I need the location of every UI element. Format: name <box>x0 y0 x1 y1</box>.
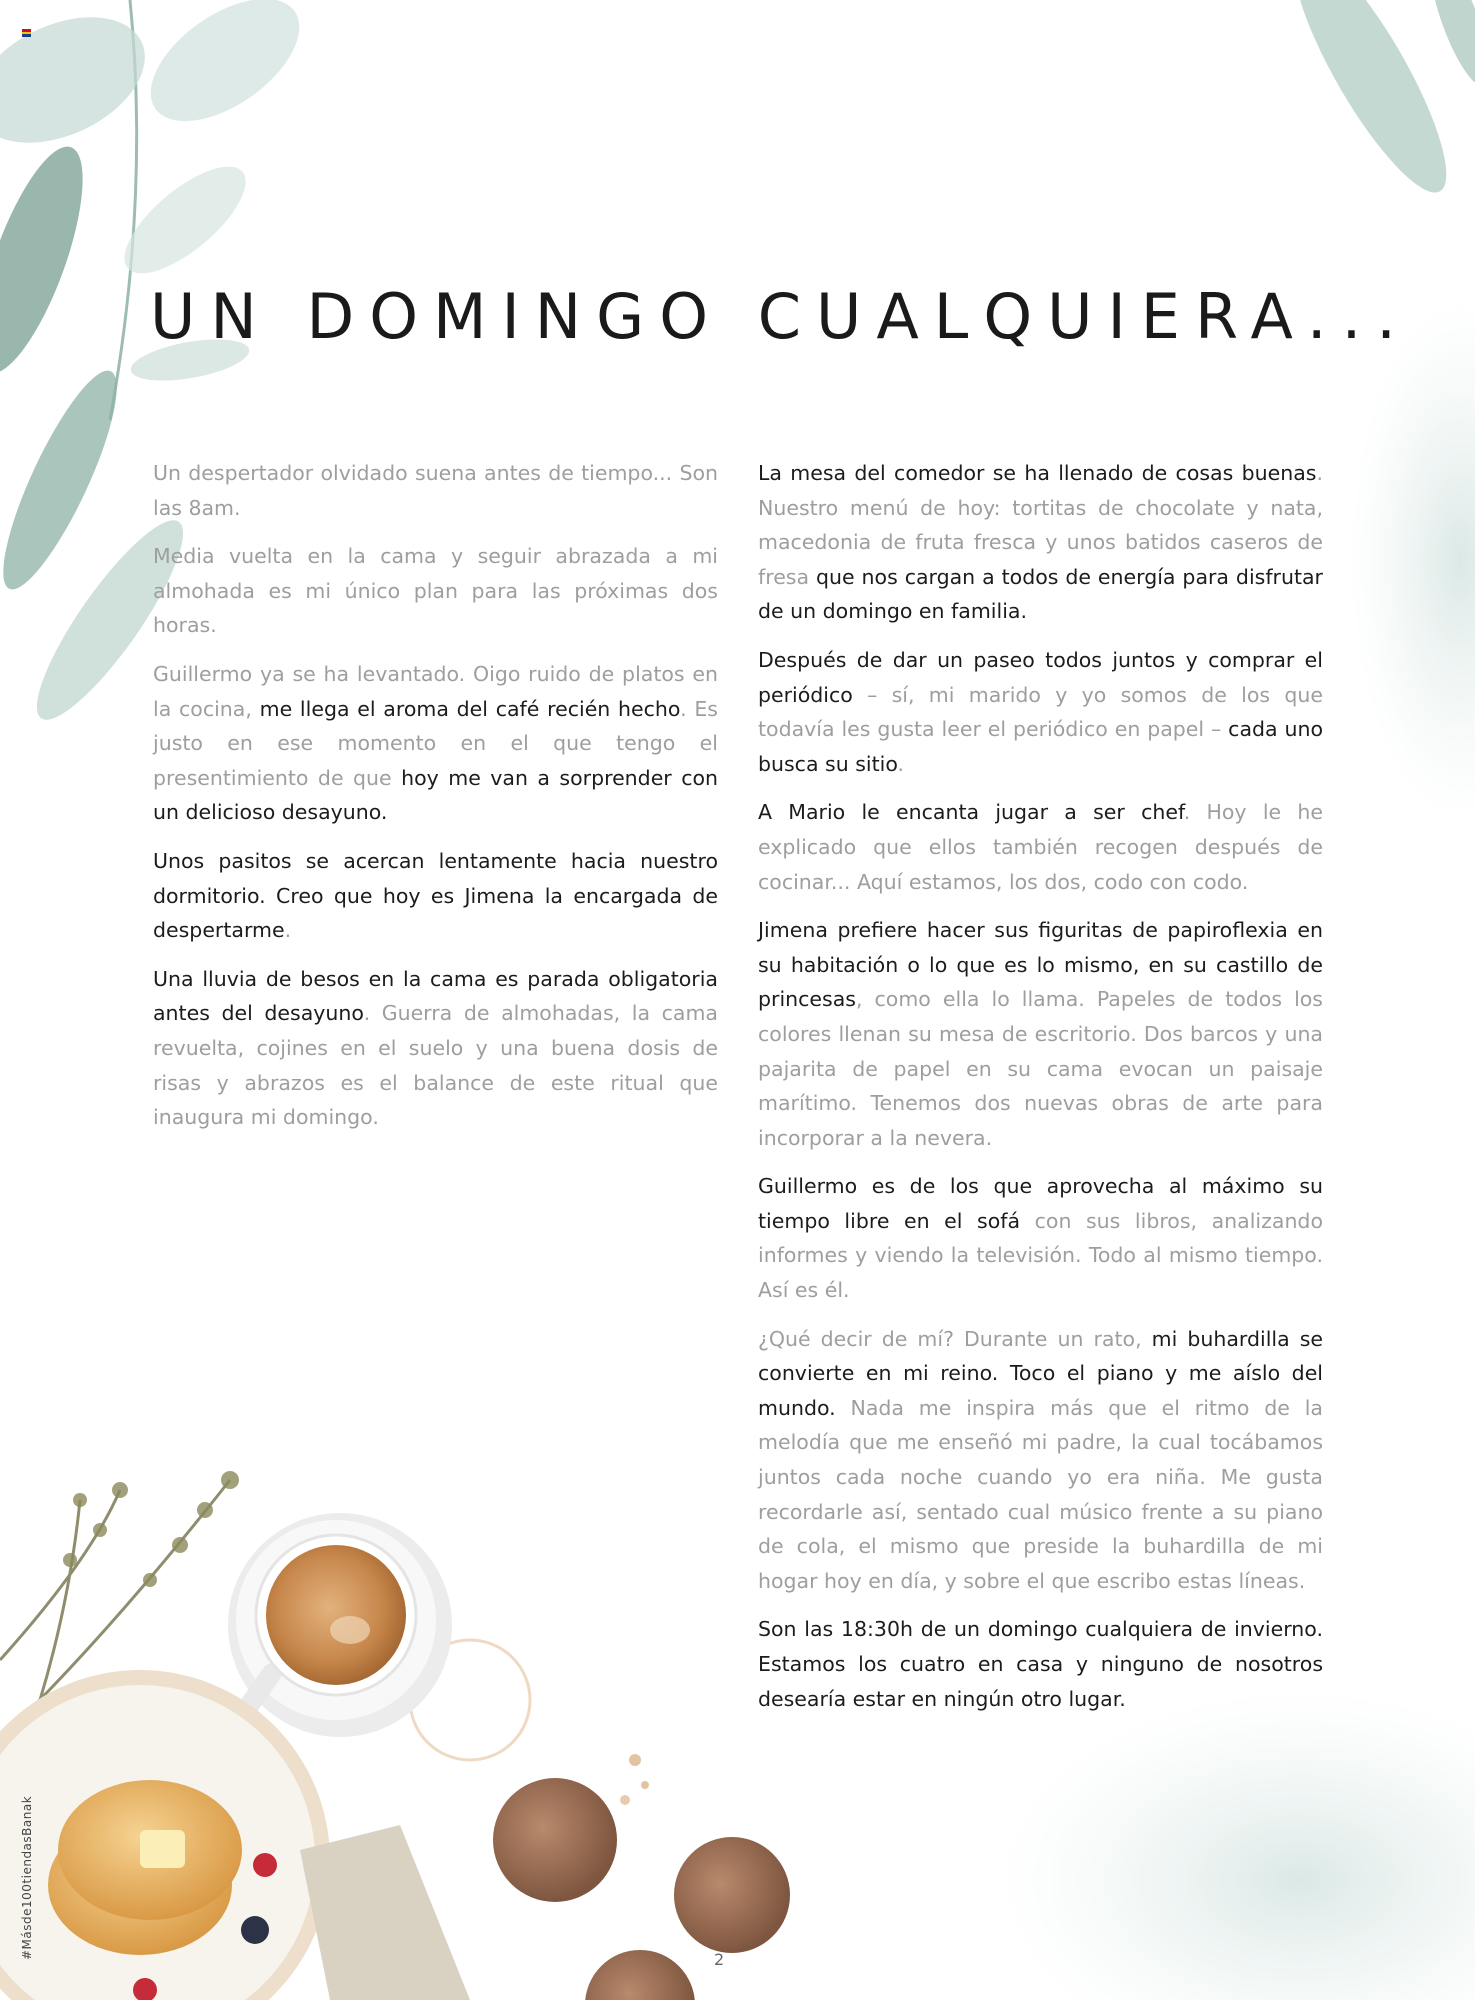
body-text: con sus libros, analizando informes y viendo la televisión. Todo al mismo tiempo. Así es él. <box>758 1208 1323 1303</box>
page-number: 2 <box>714 1950 725 1969</box>
flag-icon <box>22 22 31 30</box>
highlighted-text: hoy me van a sorprender con un delicioso desayuno. <box>153 765 718 825</box>
watercolor-wash-right <box>1350 300 1475 820</box>
paragraph <box>153 962 718 1135</box>
article-right-column <box>758 456 1323 1730</box>
eucalyptus-leaves-top-right <box>1270 0 1475 209</box>
article-title: UN DOMINGO CUALQUIERA... <box>150 280 1411 353</box>
body-text: Media vuelta en la cama y seguir abrazada a mi almohada es mi único plan para las próximas dos horas. <box>153 544 718 638</box>
body-text: – sí, mi marido y yo somos de los que todavía les gusta leer el periódico en papel – <box>758 682 1323 742</box>
paragraph <box>758 795 1323 899</box>
body-text: . Nuestro menú de hoy: tortitas de chocolate y nata, macedonia de fruta fresca y unos batidos caseros de fresa <box>758 461 1323 589</box>
watercolor-wash-bottom-right <box>1000 1690 1475 2000</box>
highlighted-text: mi buhardilla se convierte en mi reino. Toco el piano y me aíslo del mundo. <box>758 1326 1324 1420</box>
highlighted-text: que nos cargan a todos de energía para disfrutar de un domingo en familia. <box>758 564 1323 624</box>
body-text: . <box>284 918 292 943</box>
hashtag-footer: #Másde100tiendasBanak <box>20 1795 34 1960</box>
highlighted-text: Una lluvia de besos en la cama es parada obligatoria antes del desayuno <box>153 966 718 1026</box>
body-text: Nada me inspira más que el ritmo de la melodía que me enseñó mi padre, la cual tocábamos juntos cada noche cuando yo era niña. Me gusta recordarle así, sentado cual músico frente a su piano de cola, el mismo que preside la buhardilla de mi hogar hoy en día, y sobre el que escribo estas líneas. <box>758 1395 1323 1593</box>
body-text: Guillermo ya se ha levantado. Oigo ruido de platos en la cocina, <box>153 661 718 721</box>
body-text: . <box>897 751 905 776</box>
body-text: , como ella lo llama. Papeles de todos los colores llenan su mesa de escritorio. Dos barcos y una pajarita de papel en su cama evocan un paisaje marítimo. Tenemos dos nuevas obras de arte para incorporar a la nevera. <box>758 987 1323 1150</box>
highlighted-text: A Mario le encanta jugar a ser chef <box>758 800 1184 825</box>
paragraph <box>153 539 718 643</box>
body-text: . Hoy le he explicado que ellos también recogen después de cocinar... Aquí estamos, los dos, codo con codo. <box>758 800 1323 894</box>
body-text: ¿Qué decir de mí? Durante un rato, <box>758 1326 1152 1351</box>
paragraph <box>758 1322 1323 1599</box>
paragraph <box>758 913 1323 1155</box>
highlighted-text: me llega el aroma del café recién hecho <box>259 696 681 721</box>
body-text: Un despertador olvidado suena antes de tiempo... Son las 8am. <box>153 461 718 520</box>
highlighted-text: Son las 18:30h de un domingo cualquiera de invierno. Estamos los cuatro en casa y ninguno de nosotros desearía estar en ningún otro lugar. <box>758 1617 1323 1711</box>
highlighted-text: Guillermo es de los que aprovecha al máximo su tiempo libre en el sofá <box>758 1174 1323 1233</box>
paragraph <box>153 844 718 948</box>
highlighted-text: cada uno busca su sitio <box>758 717 1324 776</box>
highlighted-text: Después de dar un paseo todos juntos y comprar el periódico <box>758 647 1323 707</box>
highlighted-text: La mesa del comedor se ha llenado de cosas buenas <box>758 461 1317 485</box>
highlighted-text: Jimena prefiere hacer sus figuritas de papiroflexia en su habitación o lo que es lo mismo, en su castillo de princesas <box>758 918 1323 1012</box>
body-text: . Guerra de almohadas, la cama revuelta, cojines en el suelo y una buena dosis de risas y abrazos es el balance de este ritual que inaugura mi domingo. <box>153 1001 718 1130</box>
paragraph <box>153 456 718 525</box>
paragraph <box>758 643 1323 781</box>
article-left-column <box>153 456 718 1149</box>
paragraph <box>758 456 1323 629</box>
coffee-cup <box>228 1513 452 1737</box>
napkin <box>300 1825 470 2000</box>
paragraph <box>153 657 718 830</box>
paragraph <box>758 1612 1323 1716</box>
cookies <box>493 1778 790 2000</box>
body-text: . Es justo en ese momento en el que tengo el presentimiento de que <box>153 696 718 790</box>
highlighted-text: Unos pasitos se acercan lentamente hacia nuestro dormitorio. Creo que hoy es Jimena la encargada de despertarme <box>153 848 718 943</box>
paragraph <box>758 1169 1323 1307</box>
